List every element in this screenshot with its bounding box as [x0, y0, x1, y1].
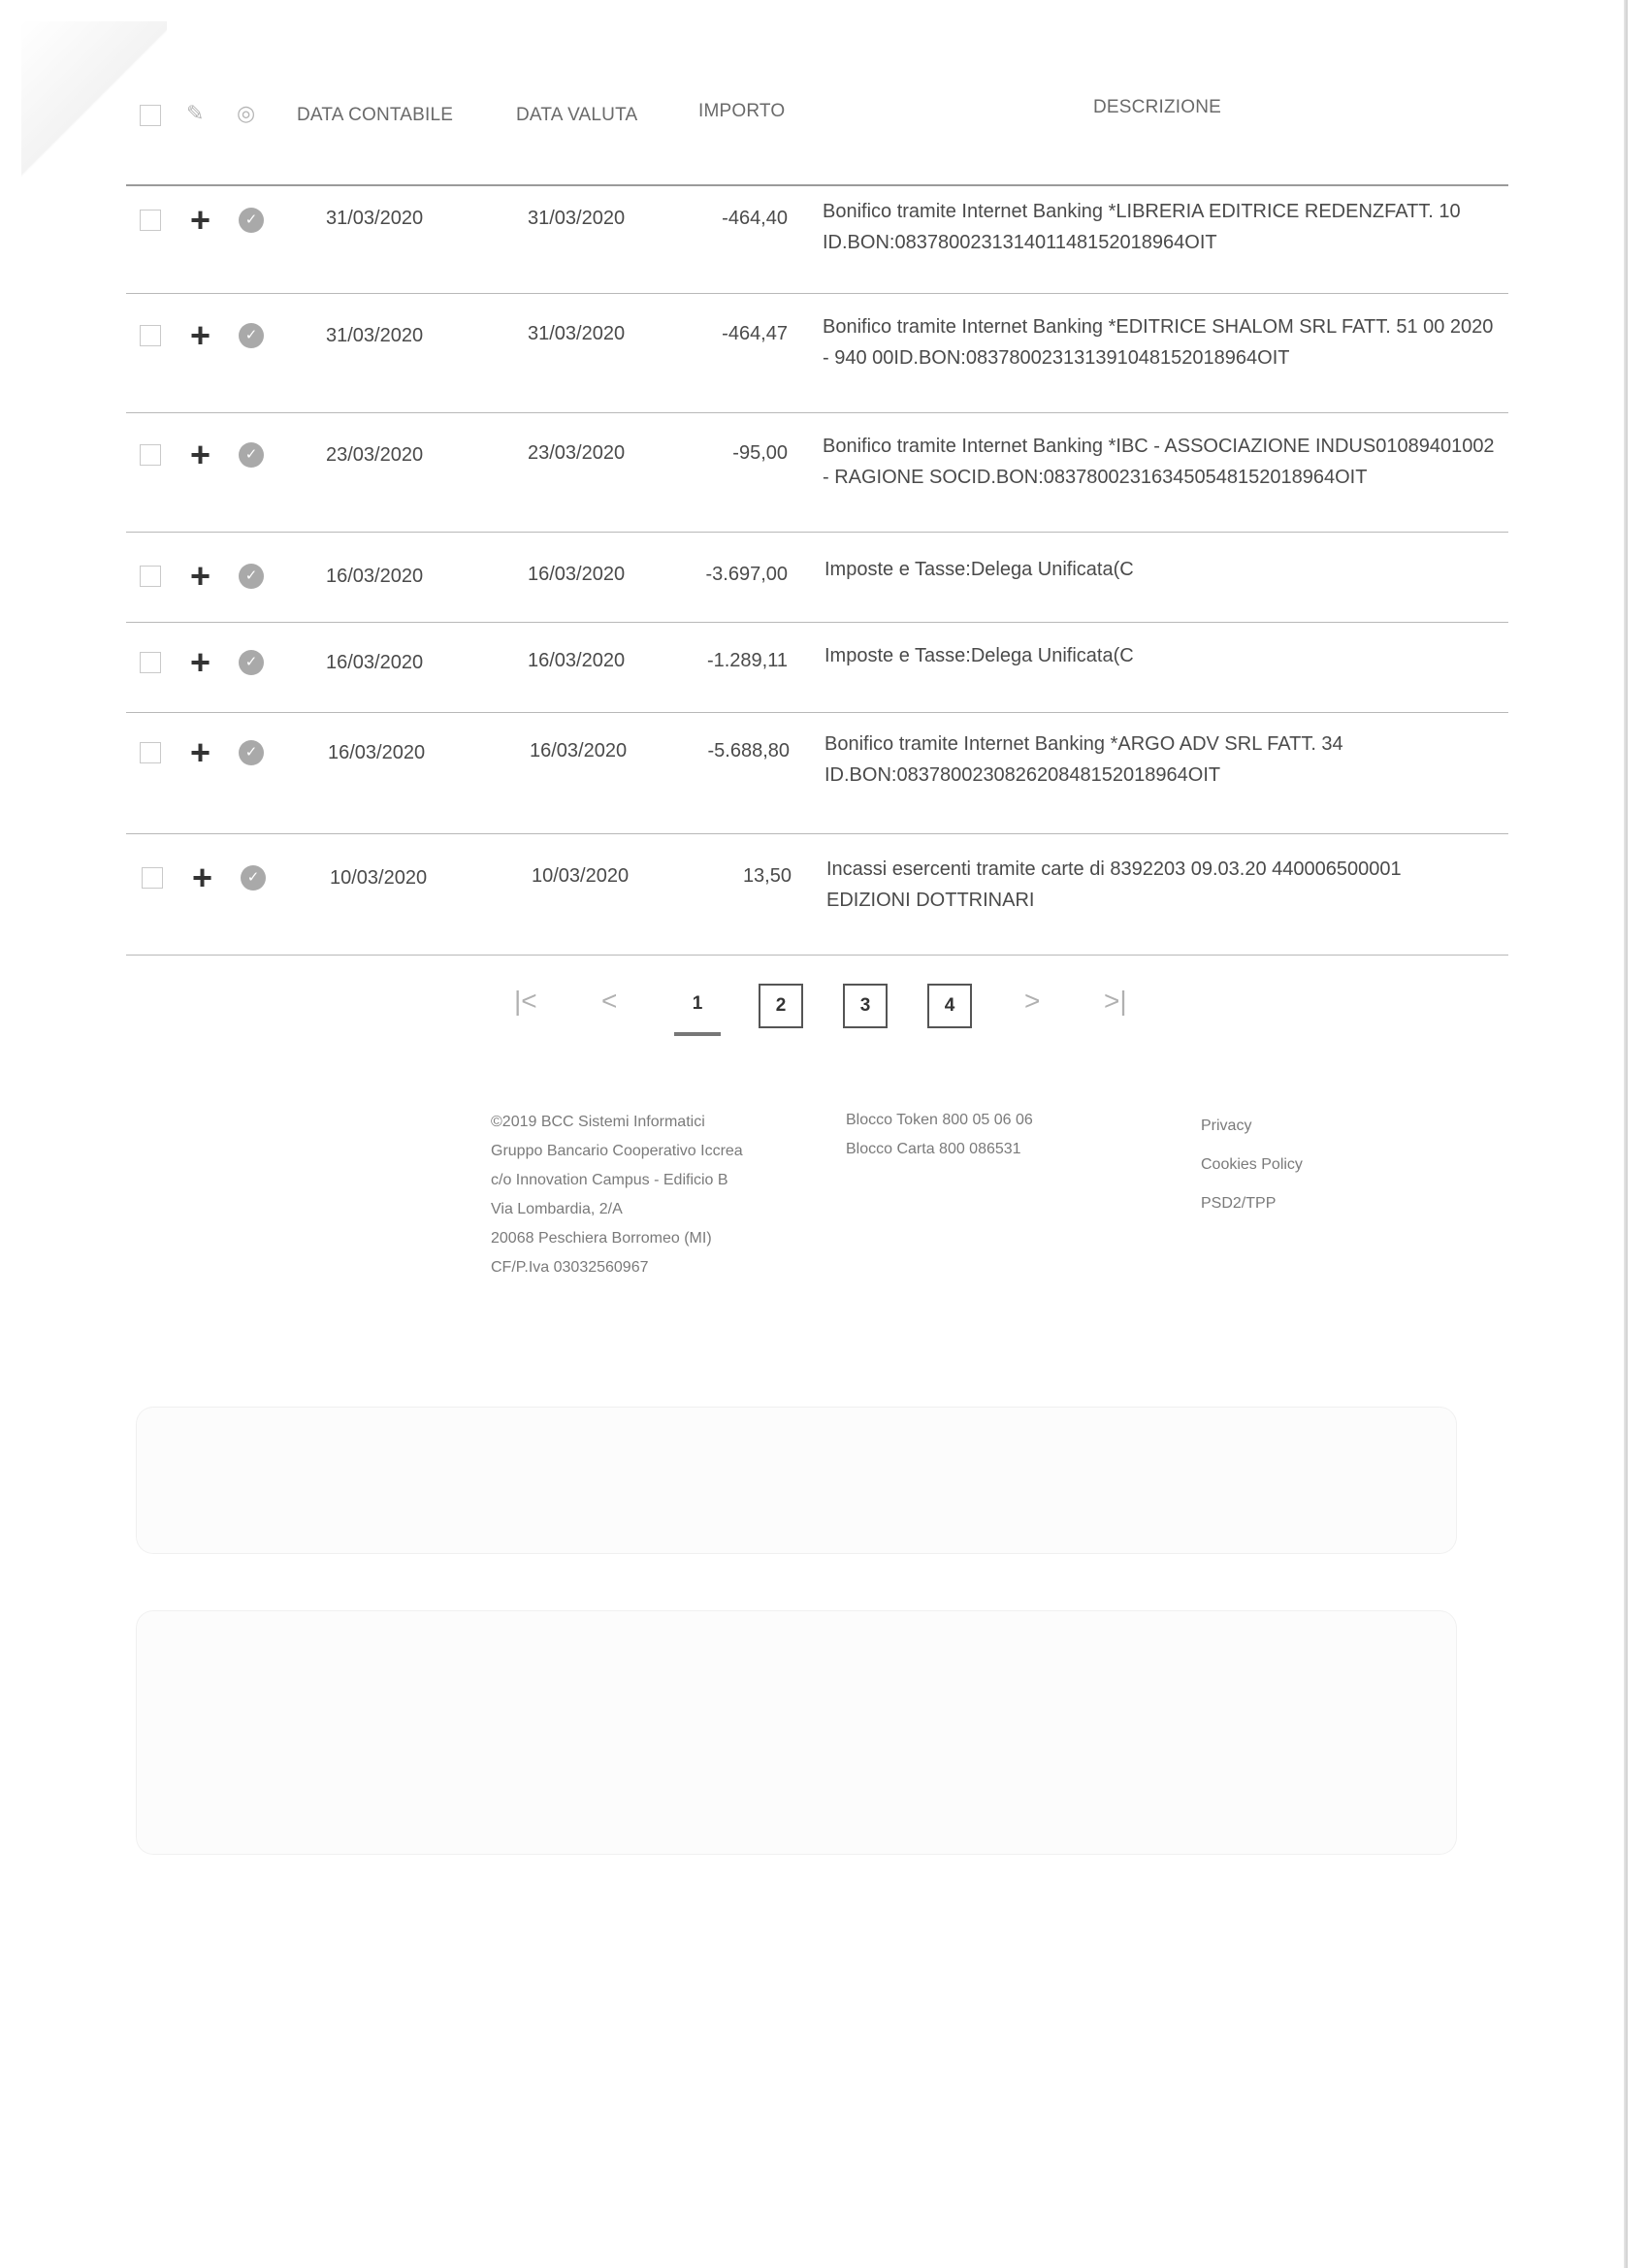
desc-line: ID.BON:083780023082620848152018964OIT [824, 764, 1221, 786]
header-data-valuta[interactable]: DATA VALUTA [516, 105, 638, 125]
row-checkbox[interactable] [140, 444, 161, 466]
cell-descrizione [824, 729, 1504, 791]
footer-links [1201, 1112, 1303, 1228]
page-2-button[interactable]: 2 [759, 984, 803, 1028]
table-row[interactable] [126, 533, 1508, 623]
plus-icon[interactable]: + [190, 732, 211, 772]
footer-contacts [846, 1106, 1033, 1164]
check-circle-icon: ✓ [239, 208, 264, 233]
table-row[interactable] [126, 623, 1508, 713]
footer-vat: CF/P.Iva 03032560967 [491, 1259, 649, 1276]
desc-line: Bonifico tramite Internet Banking *ARGO ADV SRL FATT. 34 [824, 733, 1343, 755]
cell-importo: -95,00 [732, 442, 788, 464]
desc-line: - RAGIONE SOCID.BON:083780023163450548152018964OIT [823, 467, 1368, 488]
check-circle-icon: ✓ [239, 323, 264, 348]
desc-line: Bonifico tramite Internet Banking *LIBRERIA EDITRICE REDENZFATT. 10 [823, 201, 1461, 222]
check-circle-icon: ✓ [239, 564, 264, 589]
header-importo[interactable]: IMPORTO [698, 101, 786, 121]
table-header [126, 87, 1508, 186]
row-checkbox[interactable] [140, 742, 161, 763]
cell-data-contabile: 23/03/2020 [326, 444, 424, 466]
header-descrizione[interactable]: DESCRIZIONE [1093, 97, 1222, 117]
cell-data-contabile: 31/03/2020 [326, 325, 424, 346]
footer-company-info [491, 1108, 743, 1282]
table-row[interactable] [126, 186, 1508, 294]
current-page-indicator [674, 1032, 721, 1036]
ghost-block [136, 1407, 1457, 1554]
cell-data-contabile: 31/03/2020 [326, 208, 424, 229]
next-page-button[interactable]: > [1024, 986, 1041, 1016]
footer-line: Gruppo Bancario Cooperativo Iccrea [491, 1143, 743, 1159]
desc-line: Imposte e Tasse:Delega Unificata(C [824, 559, 1134, 580]
table-row[interactable] [126, 413, 1508, 533]
cell-descrizione [824, 554, 1504, 585]
footer-copyright: ©2019 BCC Sistemi Informatici [491, 1114, 705, 1130]
plus-icon[interactable]: + [190, 556, 211, 596]
page-1-button[interactable]: 1 [692, 993, 703, 1014]
desc-line: EDIZIONI DOTTRINARI [826, 890, 1035, 911]
plus-icon[interactable]: + [192, 858, 213, 897]
cell-data-valuta: 16/03/2020 [530, 740, 628, 761]
cell-data-valuta: 16/03/2020 [528, 650, 626, 671]
cell-importo: -464,47 [722, 323, 788, 344]
scan-edge [1624, 0, 1628, 2268]
cell-importo: -5.688,80 [707, 740, 790, 761]
table-row[interactable] [126, 294, 1508, 413]
table-row[interactable] [126, 713, 1508, 834]
plus-icon[interactable]: + [190, 642, 211, 682]
first-page-button[interactable]: |< [514, 986, 537, 1016]
check-circle-icon: ✓ [239, 442, 264, 468]
cell-data-contabile: 16/03/2020 [328, 742, 426, 763]
desc-line: Bonifico tramite Internet Banking *IBC - ASSOCIAZIONE INDUS01089401002 [823, 436, 1495, 457]
cell-importo: -464,40 [722, 208, 788, 229]
header-data-contabile[interactable]: DATA CONTABILE [297, 105, 454, 125]
row-checkbox[interactable] [140, 210, 161, 231]
cell-importo: 13,50 [742, 865, 792, 887]
table-row[interactable] [126, 834, 1508, 956]
desc-line: - 940 00ID.BON:083780023131391048152018964OIT [823, 347, 1290, 369]
footer-card-block: Blocco Carta 800 086531 [846, 1141, 1021, 1157]
check-circle-icon: ✓ [239, 740, 264, 765]
cell-descrizione [826, 854, 1505, 916]
cell-descrizione [823, 196, 1502, 258]
select-all-checkbox[interactable] [140, 105, 161, 126]
cell-data-valuta: 31/03/2020 [528, 208, 626, 229]
footer-token-block: Blocco Token 800 05 06 06 [846, 1112, 1033, 1128]
cell-data-contabile: 16/03/2020 [326, 652, 424, 673]
row-checkbox[interactable] [140, 325, 161, 346]
plus-icon[interactable]: + [190, 315, 211, 355]
cell-data-valuta: 10/03/2020 [532, 865, 630, 887]
row-checkbox[interactable] [140, 566, 161, 587]
desc-line: ID.BON:083780023131401148152018964OIT [823, 232, 1217, 253]
psd2-tpp-link[interactable]: PSD2/TPP [1201, 1195, 1277, 1212]
plus-icon[interactable]: + [190, 435, 211, 474]
pencil-icon[interactable]: ✎ [186, 101, 205, 125]
row-checkbox[interactable] [142, 867, 163, 889]
desc-line: Bonifico tramite Internet Banking *EDITRICE SHALOM SRL FATT. 51 00 2020 [823, 316, 1494, 338]
footer-line: 20068 Peschiera Borromeo (MI) [491, 1230, 712, 1247]
footer-line: c/o Innovation Campus - Edificio B [491, 1172, 728, 1188]
cell-descrizione [823, 431, 1502, 493]
cell-descrizione [824, 640, 1504, 671]
cell-descrizione [823, 311, 1502, 373]
footer-line: Via Lombardia, 2/A [491, 1201, 623, 1217]
movements-table [126, 87, 1508, 956]
privacy-link[interactable]: Privacy [1201, 1118, 1252, 1134]
prev-page-button[interactable]: < [601, 986, 618, 1016]
last-page-button[interactable]: >| [1104, 986, 1127, 1016]
page-4-button[interactable]: 4 [927, 984, 972, 1028]
cell-data-contabile: 16/03/2020 [326, 566, 424, 587]
row-checkbox[interactable] [140, 652, 161, 673]
cell-data-valuta: 31/03/2020 [528, 323, 626, 344]
page-3-button[interactable]: 3 [843, 984, 888, 1028]
cell-importo: -1.289,11 [706, 650, 788, 671]
desc-line: Incassi esercenti tramite carte di 8392203 09.03.20 440006500001 [826, 859, 1402, 880]
cookies-policy-link[interactable]: Cookies Policy [1201, 1156, 1303, 1173]
ghost-block [136, 1610, 1457, 1855]
eye-icon[interactable]: ◎ [237, 101, 256, 125]
check-circle-icon: ✓ [241, 865, 266, 891]
cell-data-valuta: 23/03/2020 [528, 442, 626, 464]
pagination [504, 980, 1183, 1030]
desc-line: Imposte e Tasse:Delega Unificata(C [824, 645, 1134, 666]
check-circle-icon: ✓ [239, 650, 264, 675]
cell-data-valuta: 16/03/2020 [528, 564, 626, 585]
plus-icon[interactable]: + [190, 200, 211, 240]
cell-importo: -3.697,00 [705, 564, 788, 585]
cell-data-contabile: 10/03/2020 [330, 867, 428, 889]
